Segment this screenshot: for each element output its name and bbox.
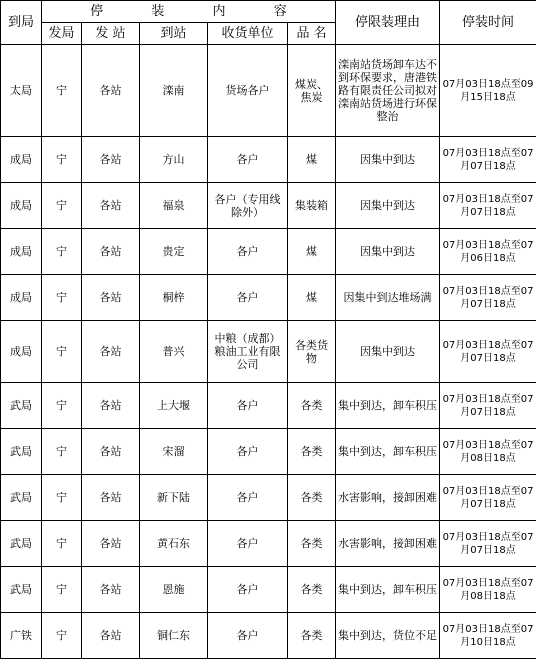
cell-dest-bureau: 武局 [1, 429, 42, 475]
cell-goods: 各类 [288, 429, 336, 475]
cell-origin-station: 各站 [82, 321, 140, 383]
header-goods: 品 名 [288, 23, 336, 45]
table-row [1, 475, 536, 521]
header-reason: 停限装理由 [336, 1, 440, 45]
cell-origin-station: 各站 [82, 275, 140, 321]
cell-origin-bureau: 宁 [42, 613, 82, 659]
cell-origin-bureau: 宁 [42, 383, 82, 429]
table-row [1, 613, 536, 659]
cell-dest-bureau: 成局 [1, 275, 42, 321]
cell-dest-bureau: 武局 [1, 475, 42, 521]
cell-goods: 各类 [288, 613, 336, 659]
cell-dest-bureau: 成局 [1, 229, 42, 275]
table-row [1, 229, 536, 275]
cell-goods: 各类 [288, 383, 336, 429]
table-row [1, 183, 536, 229]
cell-origin-station: 各站 [82, 183, 140, 229]
header-dest-bureau: 到局 [1, 1, 42, 45]
cell-consignee: 中粮（成都）粮油工业有限公司 [208, 321, 288, 383]
cell-dest-bureau: 成局 [1, 321, 42, 383]
cell-reason: 因集中到达堆场满 [336, 275, 440, 321]
cell-goods: 煤炭、焦炭 [288, 45, 336, 137]
cell-consignee: 各户 [208, 229, 288, 275]
cell-origin-bureau: 宁 [42, 229, 82, 275]
cell-origin-station: 各站 [82, 383, 140, 429]
cell-origin-bureau: 宁 [42, 521, 82, 567]
header-loading-content: 停 装 内 容 [42, 1, 336, 23]
cell-time: 07月03日18点至07月07日18点 [440, 521, 536, 567]
cell-origin-station: 各站 [82, 475, 140, 521]
cell-dest-bureau: 成局 [1, 183, 42, 229]
cell-goods: 各类 [288, 567, 336, 613]
cell-origin-bureau: 宁 [42, 45, 82, 137]
cell-consignee: 各户 [208, 137, 288, 183]
cell-consignee: 各户（专用线除外） [208, 183, 288, 229]
cell-consignee: 各户 [208, 275, 288, 321]
cell-origin-station: 各站 [82, 45, 140, 137]
cell-consignee: 货场各户 [208, 45, 288, 137]
cell-dest-station: 方山 [140, 137, 208, 183]
cell-time: 07月03日18点至07月07日18点 [440, 183, 536, 229]
cell-dest-station: 宋溜 [140, 429, 208, 475]
cell-reason: 因集中到达 [336, 321, 440, 383]
cell-time: 07月03日18点至07月07日18点 [440, 321, 536, 383]
table-row [1, 521, 536, 567]
cell-time: 07月03日18点至07月07日18点 [440, 275, 536, 321]
cell-dest-bureau: 广铁 [1, 613, 42, 659]
header-origin-station: 发 站 [82, 23, 140, 45]
cell-dest-bureau: 武局 [1, 383, 42, 429]
cell-time: 07月03日18点至07月06日18点 [440, 229, 536, 275]
cell-dest-station: 黄石东 [140, 521, 208, 567]
cell-consignee: 各户 [208, 567, 288, 613]
cell-time: 07月03日18点至09月15日18点 [440, 45, 536, 137]
cell-dest-station: 贵定 [140, 229, 208, 275]
cell-time: 07月03日18点至07月08日18点 [440, 429, 536, 475]
cell-goods: 煤 [288, 229, 336, 275]
cell-goods: 各类 [288, 475, 336, 521]
cell-dest-bureau: 武局 [1, 521, 42, 567]
cell-dest-bureau: 成局 [1, 137, 42, 183]
cell-consignee: 各户 [208, 475, 288, 521]
cell-consignee: 各户 [208, 613, 288, 659]
cell-goods: 煤 [288, 275, 336, 321]
cell-origin-station: 各站 [82, 567, 140, 613]
cell-goods: 各类 [288, 521, 336, 567]
cell-dest-station: 恩施 [140, 567, 208, 613]
cell-consignee: 各户 [208, 521, 288, 567]
table-row [1, 45, 536, 137]
table-row [1, 321, 536, 383]
cell-reason: 集中到达，卸车积压 [336, 429, 440, 475]
cell-dest-station: 铜仁东 [140, 613, 208, 659]
cell-dest-station: 福泉 [140, 183, 208, 229]
cell-reason: 因集中到达 [336, 229, 440, 275]
cell-origin-bureau: 宁 [42, 137, 82, 183]
cell-origin-bureau: 宁 [42, 429, 82, 475]
cell-origin-bureau: 宁 [42, 183, 82, 229]
cell-origin-station: 各站 [82, 229, 140, 275]
cell-time: 07月03日18点至07月07日18点 [440, 383, 536, 429]
cell-reason: 集中到达，卸车积压 [336, 383, 440, 429]
table-row [1, 383, 536, 429]
cell-consignee: 各户 [208, 383, 288, 429]
cell-dest-station: 桐梓 [140, 275, 208, 321]
cell-time: 07月03日18点至07月10日18点 [440, 613, 536, 659]
cell-origin-station: 各站 [82, 521, 140, 567]
cell-reason: 集中到达，卸车积压 [336, 567, 440, 613]
cell-dest-station: 滦南 [140, 45, 208, 137]
cell-reason: 滦南站货场卸车达不到环保要求，唐港铁路有限责任公司拟对滦南站货场进行环保整治 [336, 45, 440, 137]
cell-reason: 因集中到达 [336, 137, 440, 183]
cell-origin-bureau: 宁 [42, 275, 82, 321]
cell-reason: 集中到达，货位不足 [336, 613, 440, 659]
header-consignee: 收货单位 [208, 23, 288, 45]
table-row [1, 429, 536, 475]
cell-origin-bureau: 宁 [42, 567, 82, 613]
cell-origin-bureau: 宁 [42, 475, 82, 521]
cell-goods: 煤 [288, 137, 336, 183]
cell-dest-bureau: 武局 [1, 567, 42, 613]
table-row [1, 567, 536, 613]
cell-origin-bureau: 宁 [42, 321, 82, 383]
cell-time: 07月03日18点至07月07日18点 [440, 475, 536, 521]
header-origin-bureau: 发局 [42, 23, 82, 45]
cell-dest-station: 普兴 [140, 321, 208, 383]
cell-time: 07月03日18点至07月08日18点 [440, 567, 536, 613]
table-row [1, 275, 536, 321]
cell-consignee: 各户 [208, 429, 288, 475]
cell-reason: 水害影响，接卸困难 [336, 475, 440, 521]
cell-time: 07月03日18点至07月07日18点 [440, 137, 536, 183]
cell-origin-station: 各站 [82, 613, 140, 659]
table-row [1, 137, 536, 183]
header-time: 停装时间 [440, 1, 536, 45]
cell-dest-bureau: 太局 [1, 45, 42, 137]
cell-origin-station: 各站 [82, 137, 140, 183]
header-row-1 [1, 1, 536, 23]
cell-origin-station: 各站 [82, 429, 140, 475]
cell-dest-station: 新下陆 [140, 475, 208, 521]
header-dest-station: 到站 [140, 23, 208, 45]
cell-goods: 集装箱 [288, 183, 336, 229]
cell-reason: 水害影响，接卸困难 [336, 521, 440, 567]
cell-dest-station: 上大堰 [140, 383, 208, 429]
cell-goods: 各类货物 [288, 321, 336, 383]
cell-reason: 因集中到达 [336, 183, 440, 229]
